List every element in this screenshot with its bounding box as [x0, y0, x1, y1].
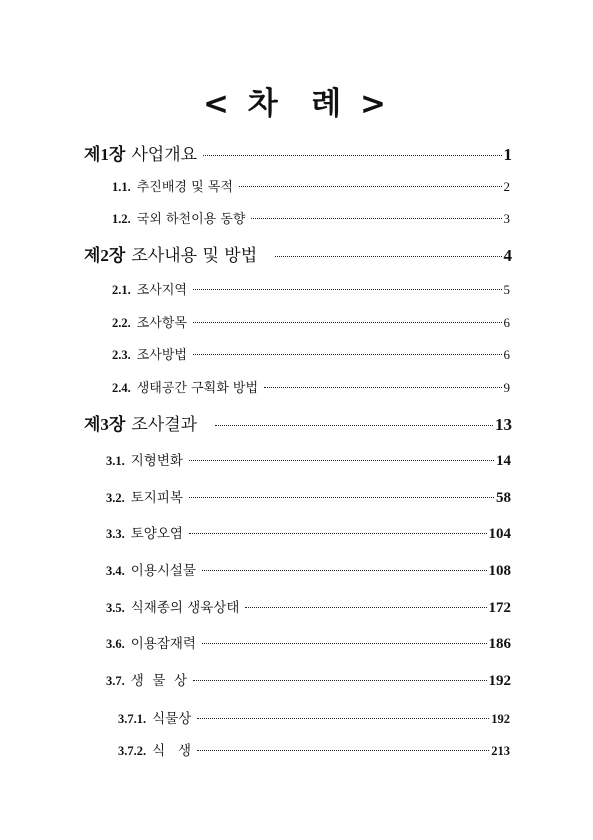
section-title: 조사방법	[136, 348, 187, 363]
toc-section-2-1[interactable]	[112, 279, 510, 298]
toc-section-3-2[interactable]	[106, 486, 511, 507]
page-number: 58	[496, 490, 511, 506]
section-number: 3.1.	[106, 454, 125, 468]
section-title: 이용잠재력	[130, 636, 196, 652]
page-number: 5	[503, 282, 510, 297]
section-title: 토지피복	[130, 490, 183, 506]
chapter-title: 사업개요	[131, 145, 198, 165]
page-number: 9	[503, 380, 510, 395]
section-number: 1.1.	[112, 180, 131, 194]
section-title: 생 물 상	[130, 673, 188, 689]
section-number: 2.1.	[112, 283, 131, 297]
dot-leader	[245, 607, 486, 608]
page-number: 104	[488, 526, 511, 542]
subsection-number: 3.7.2.	[118, 744, 147, 758]
toc-section-2-4[interactable]	[112, 377, 510, 396]
toc-section-1-2[interactable]	[112, 208, 510, 227]
toc-section-3-1[interactable]	[106, 449, 511, 470]
section-title: 조사지역	[136, 283, 187, 298]
dot-leader	[202, 643, 487, 644]
dot-leader	[203, 155, 501, 156]
toc-section-1-1[interactable]	[112, 176, 510, 195]
dot-leader	[189, 497, 494, 498]
dot-leader	[264, 387, 501, 388]
section-title: 조사항목	[136, 316, 187, 331]
page-number: 108	[488, 563, 511, 579]
section-number: 3.7.	[106, 674, 125, 688]
subsection-title: 식 생	[152, 743, 192, 759]
toc-section-3-3[interactable]	[106, 522, 511, 543]
dot-leader	[202, 570, 487, 571]
toc-chapter-3[interactable]	[84, 410, 512, 435]
section-title: 생태공간 구획화 방법	[136, 381, 259, 396]
chapter-number: 제3장	[84, 415, 126, 434]
toc-section-2-3[interactable]	[112, 344, 510, 363]
section-title: 국외 하천이용 동향	[136, 212, 246, 227]
section-title: 지형변화	[130, 453, 183, 469]
section-title: 토양오염	[130, 526, 183, 542]
section-number: 1.2.	[112, 212, 131, 226]
page-number: 3	[503, 211, 510, 226]
dot-leader	[251, 218, 501, 219]
page-number: 6	[503, 347, 510, 362]
toc-section-3-6[interactable]	[106, 632, 511, 653]
toc-section-3-4[interactable]	[106, 559, 511, 580]
page-number: 4	[503, 246, 512, 265]
dot-leader	[197, 750, 489, 751]
toc-chapter-2[interactable]	[84, 241, 512, 266]
toc-section-2-2[interactable]	[112, 312, 510, 331]
dot-leader	[193, 680, 486, 681]
dot-leader	[189, 460, 494, 461]
section-number: 3.4.	[106, 564, 125, 578]
section-title: 이용시설물	[130, 563, 196, 579]
section-number: 2.2.	[112, 316, 131, 330]
dot-leader	[193, 354, 502, 355]
dot-leader	[193, 322, 502, 323]
section-number: 2.4.	[112, 381, 131, 395]
dot-leader	[193, 289, 502, 290]
page-title: < 차 례 >	[202, 86, 390, 122]
dot-leader	[215, 425, 493, 426]
subsection-title: 식물상	[152, 711, 192, 727]
chapter-title: 조사내용 및 방법	[131, 246, 258, 266]
section-title: 추진배경 및 목적	[136, 180, 233, 195]
subsection-number: 3.7.1.	[118, 712, 147, 726]
dot-leader	[197, 718, 489, 719]
toc-subsection-3-7-2[interactable]	[118, 739, 510, 759]
section-number: 3.5.	[106, 601, 125, 615]
section-number: 3.6.	[106, 637, 125, 651]
section-number: 3.3.	[106, 527, 125, 541]
page-number: 172	[488, 600, 511, 616]
toc-section-3-7[interactable]	[106, 669, 511, 690]
page-number: 6	[503, 315, 510, 330]
section-number: 2.3.	[112, 348, 131, 362]
page-number: 213	[491, 744, 510, 758]
page-number: 1	[503, 145, 512, 164]
page-number: 192	[491, 712, 510, 726]
page-number: 186	[488, 636, 511, 652]
dot-leader	[275, 256, 501, 257]
chapter-number: 제2장	[84, 246, 126, 265]
toc-subsection-3-7-1[interactable]	[118, 707, 510, 727]
page-number: 2	[503, 179, 510, 194]
chapter-title: 조사결과	[131, 415, 198, 435]
section-number: 3.2.	[106, 491, 125, 505]
page-number: 192	[488, 673, 511, 689]
dot-leader	[189, 533, 487, 534]
page-number: 13	[495, 415, 512, 434]
section-title: 식재종의 생육상태	[130, 600, 240, 616]
toc-section-3-5[interactable]	[106, 596, 511, 617]
page-number: 14	[496, 453, 511, 469]
chapter-number: 제1장	[84, 145, 126, 164]
dot-leader	[239, 186, 502, 187]
toc-chapter-1[interactable]	[84, 140, 512, 165]
